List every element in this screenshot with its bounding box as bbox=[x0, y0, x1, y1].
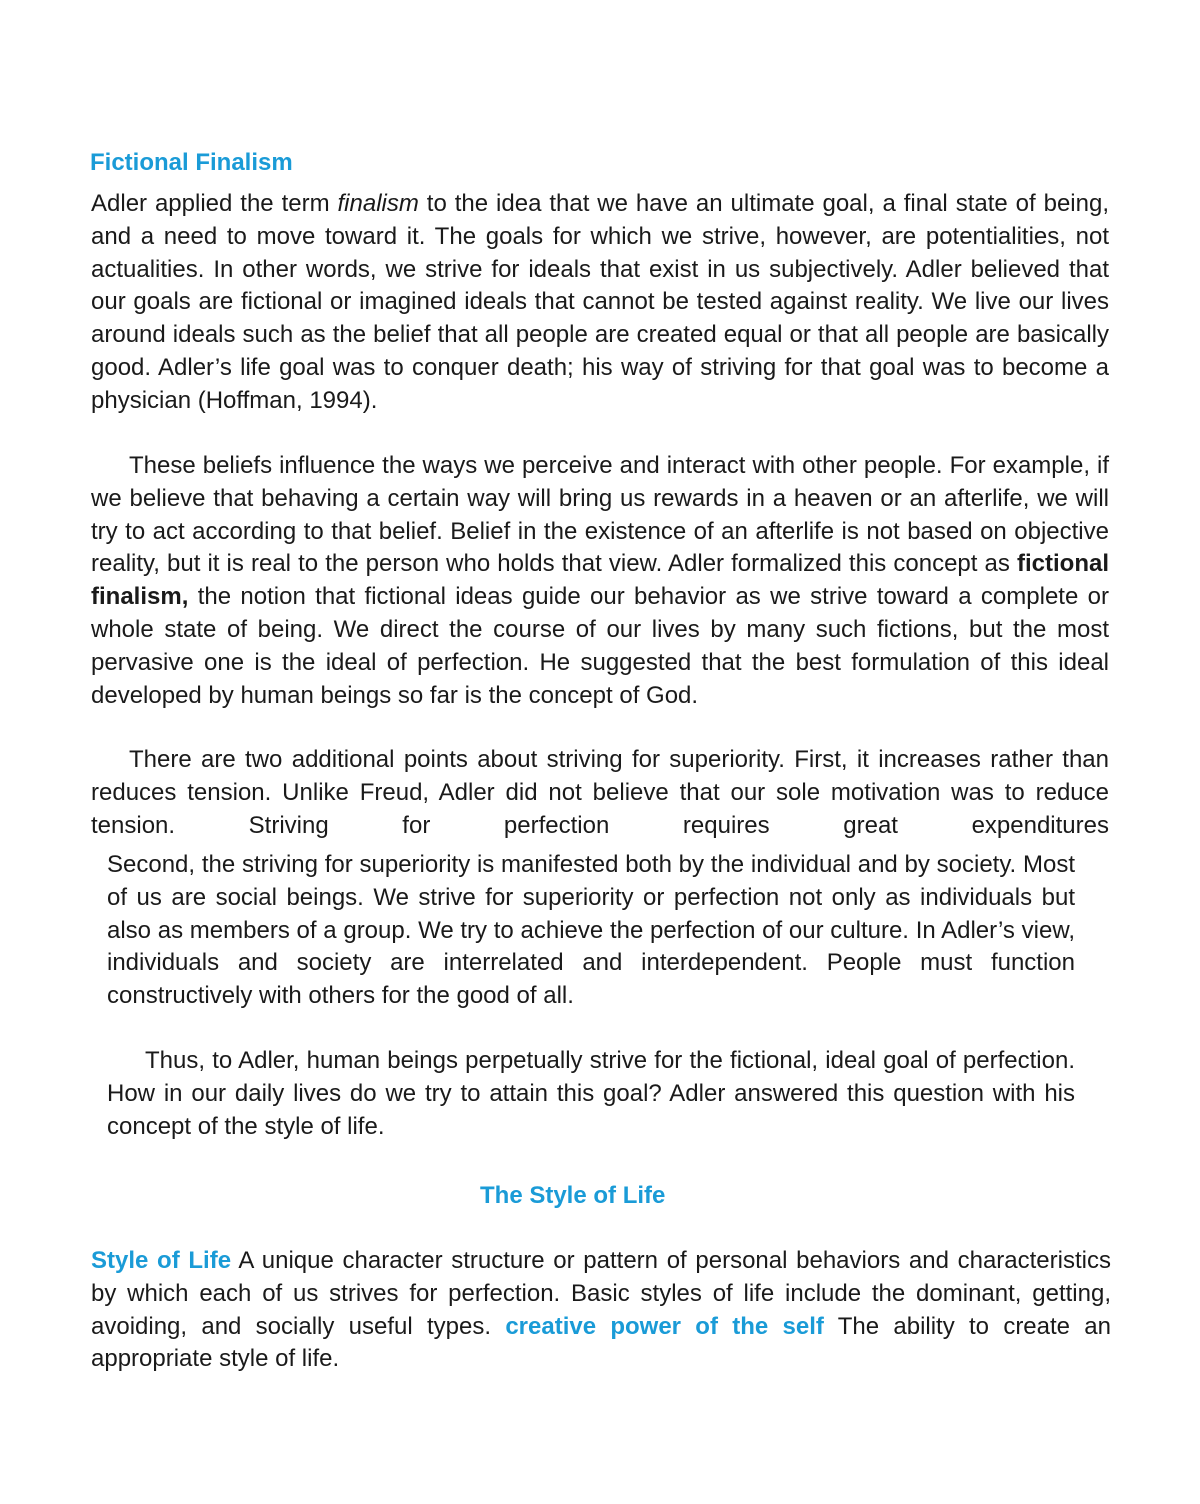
p2-text-before: These beliefs influence the ways we perceive and interact with other people. For example, if we believe that behaving a certain way will bring us rewards in a heaven or an afterlife, we will try to act according to that belief. Belief in the existence of an afterlife is not based on objective reality, but it is real to the person who holds that view. Adler formalized this concept as bbox=[91, 452, 1109, 578]
glossary-def-creative-power: The ability to create an appropriate style of life. bbox=[91, 1312, 1111, 1373]
paragraph-second-point: Second, the striving for superiority is manifested both by the individual and by society. Most of us are social beings. We strive for superiority or perfection not only as individuals but also as members of a group. We try to achieve the perfection of our culture. In Adler’s view, individuals and society are interrelated and interdependent. People must function constructively with others for the good of all. bbox=[107, 851, 1075, 1010]
p1-italic-term: finalism bbox=[337, 190, 419, 217]
paragraph-additional-points: There are two additional points about striving for superiority. First, it increases rather than reduces tension. Unlike Freud, Adler did not believe that our sole motivation was to reduce tension. Striving for perfection requires great expenditures bbox=[91, 746, 1109, 839]
paragraph-thus: Thus, to Adler, human beings perpetually strive for the fictional, ideal goal of perfection. How in our daily lives do we try to attain this goal? Adler answered this question with his concept of the style of life. bbox=[107, 1047, 1075, 1140]
p2-bold-term: fictional finalism, bbox=[91, 550, 1109, 611]
section-heading-fictional-finalism: Fictional Finalism bbox=[90, 149, 293, 176]
section-heading-style-of-life: The Style of Life bbox=[480, 1182, 666, 1209]
paragraph-beliefs bbox=[91, 450, 1109, 712]
glossary-term-style-of-life: Style of Life bbox=[91, 1247, 232, 1274]
glossary-def-style-of-life: A unique character structure or pattern of personal behaviors and characteristics by which each of us strives for perfection. Basic styles of life include the dominant, getting, avoiding, and socially useful types. bbox=[91, 1247, 1111, 1340]
p1-text-before: Adler applied the term bbox=[91, 190, 338, 217]
p2-text-after: the notion that fictional ideas guide our behavior as we strive toward a complete or whole state of being. We direct the course of our lives by many such fictions, but the most pervasive one is the ideal of perfection. He suggested that the best formulation of this ideal developed by human beings so far is the concept of God. bbox=[91, 583, 1109, 709]
paragraph-finalism-intro bbox=[91, 188, 1109, 418]
glossary-term-creative-power: creative power of the self bbox=[505, 1312, 824, 1340]
p1-text-after: to the idea that we have an ultimate goal, a final state of being, and a need to move toward it. The goals for which we strive, however, are potentialities, not actualities. In other words, we strive for ideals that exist in us subjectively. Adler believed that our goals are fictional or imagined ideals that cannot be tested against reality. We live our lives around ideals such as the belief that all people are created equal or that all people are basically good. Adler’s life goal was to conquer death; his way of striving for that goal was to become a physician (Hoffman, 1994). bbox=[91, 190, 1109, 414]
paragraph-glossary bbox=[91, 1245, 1111, 1376]
